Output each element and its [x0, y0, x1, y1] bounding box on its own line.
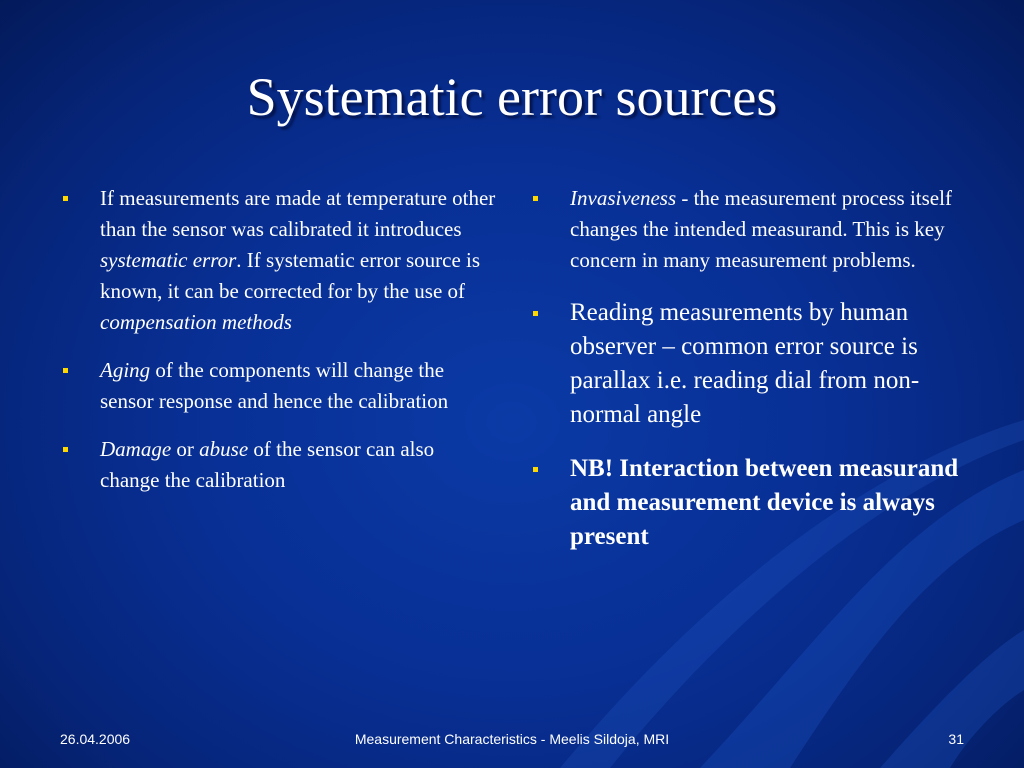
- bullet-text: . If systematic error source is known, it can be corrected for by the use of: [100, 248, 481, 303]
- right-bullet-list: [528, 183, 968, 554]
- bullet-text: or: [171, 437, 200, 461]
- slide-number: 31: [948, 731, 964, 747]
- bullet-italic-text: systematic error: [100, 248, 237, 272]
- bullet-text: NB! Interaction between measurand and measurement device is always present: [570, 455, 959, 550]
- left-bullet-list: [58, 183, 498, 496]
- bullet-italic-text: compensation methods: [100, 310, 292, 334]
- bullet-italic-text: Invasiveness: [570, 186, 677, 210]
- square-bullet-icon: [63, 447, 68, 452]
- list-item: [528, 452, 968, 554]
- bullet-text: Reading measurements by human observer – common error source is parallax i.e. reading dial from non-normal angle: [570, 299, 920, 428]
- list-item: [58, 355, 498, 417]
- square-bullet-icon: [63, 368, 68, 373]
- right-column: [528, 183, 968, 574]
- bullet-text: - the measurement process itself changes the intended measurand. This is key concern in many measurement problems.: [570, 186, 952, 272]
- bullet-text: of the components will change the sensor response and hence the calibration: [100, 358, 449, 413]
- square-bullet-icon: [533, 467, 538, 472]
- footer-title: Measurement Characteristics - Meelis Sildoja, MRI: [354, 731, 670, 747]
- bullet-text: If measurements are made at temperature other than the sensor was calibrated it introduces: [100, 186, 496, 241]
- list-item: [58, 434, 498, 496]
- list-item: [58, 183, 498, 338]
- square-bullet-icon: [63, 196, 68, 201]
- bullet-italic-text: Damage: [100, 437, 172, 461]
- list-item: [528, 183, 968, 276]
- bullet-italic-text: abuse: [199, 437, 249, 461]
- square-bullet-icon: [533, 311, 538, 316]
- bullet-text: of the sensor can also change the calibration: [100, 437, 435, 492]
- square-bullet-icon: [533, 196, 538, 201]
- list-item: [528, 296, 968, 432]
- footer-date: 26.04.2006: [60, 731, 131, 747]
- slide-title: Systematic error sources: [246, 67, 778, 127]
- left-column: [58, 183, 498, 513]
- bullet-italic-text: Aging: [100, 358, 151, 382]
